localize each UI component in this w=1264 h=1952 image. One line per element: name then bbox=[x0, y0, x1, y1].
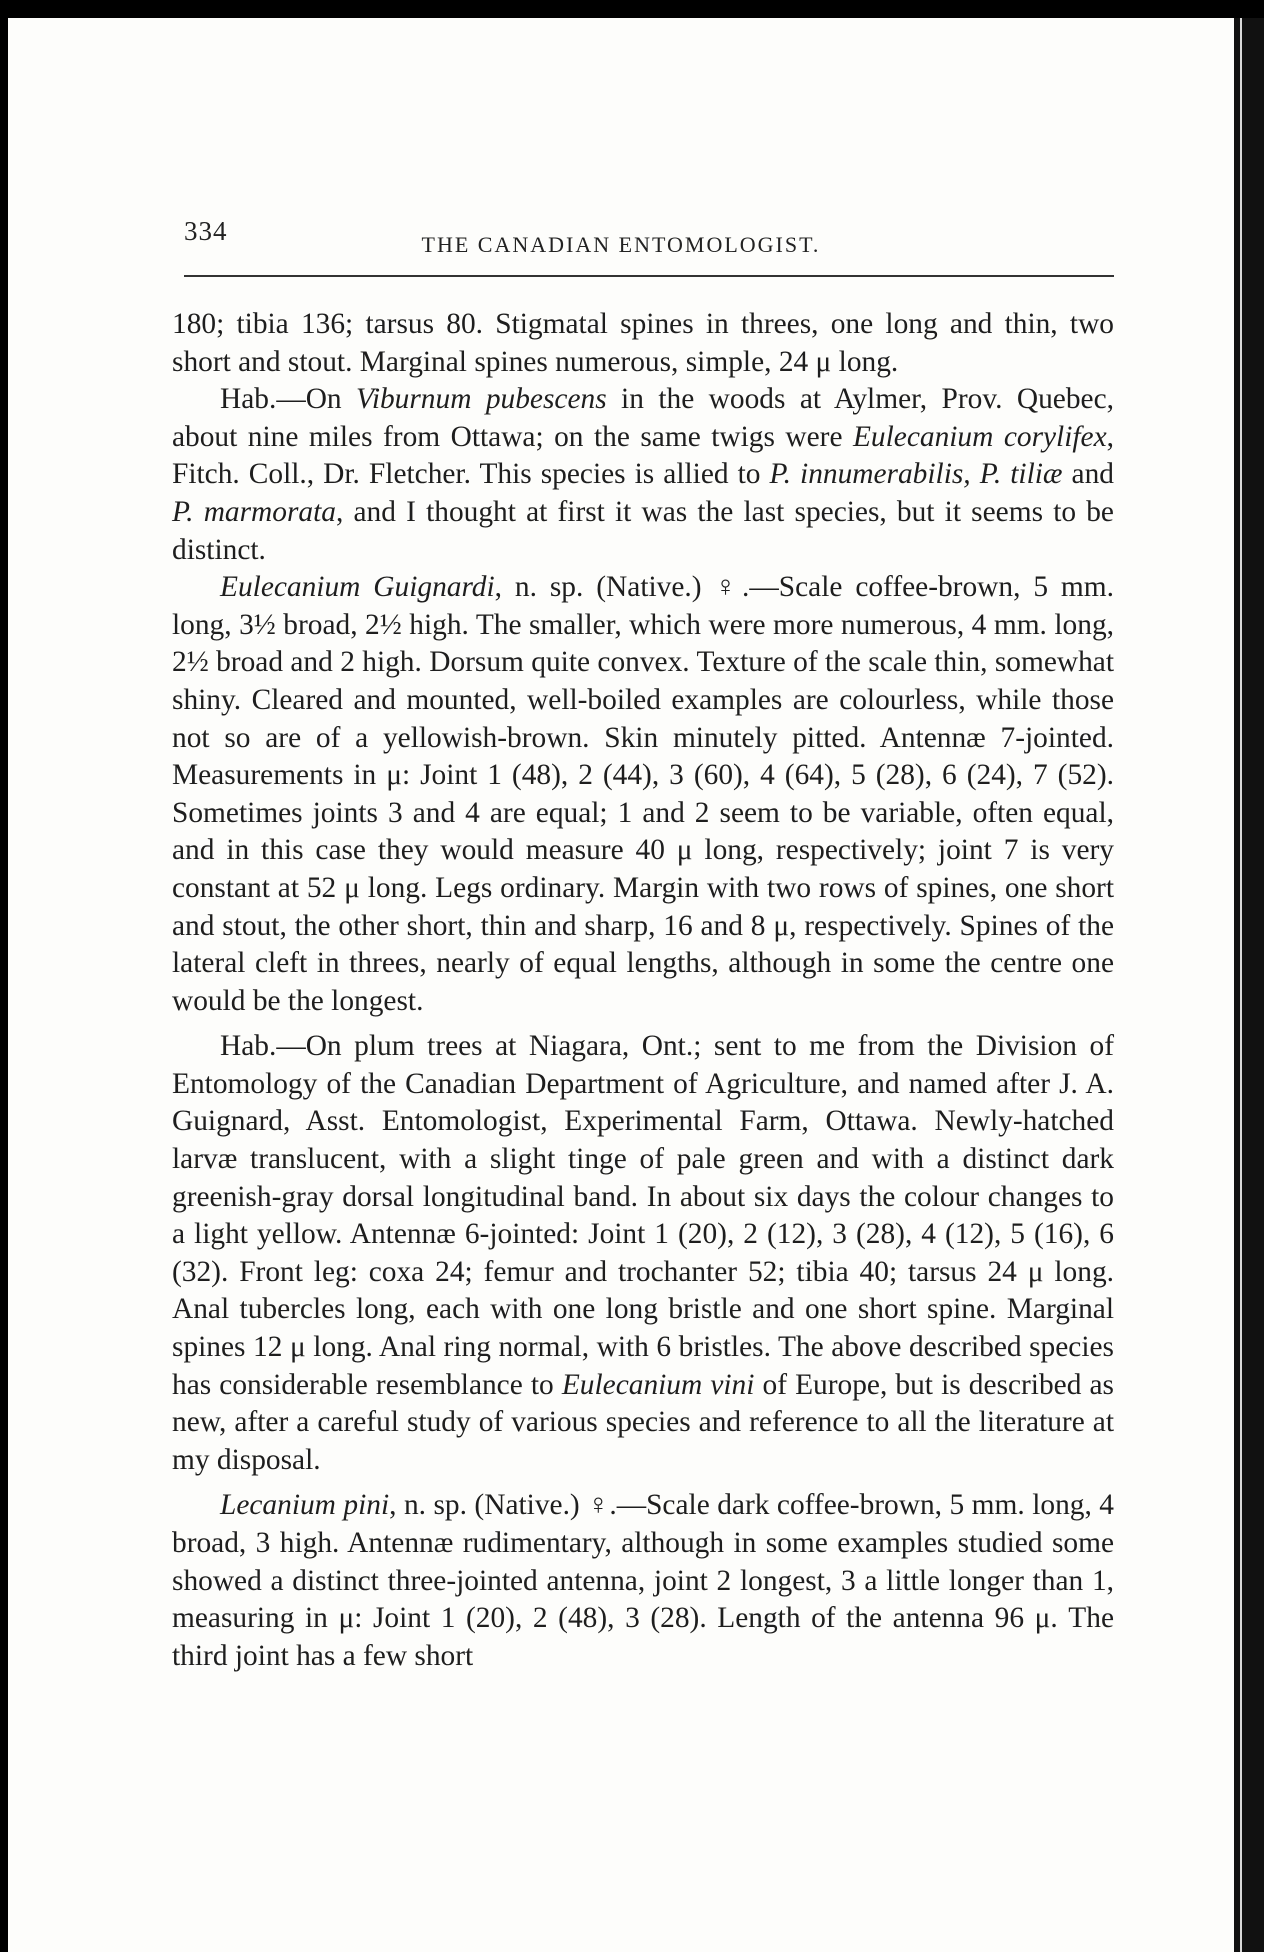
text-run: , and I thought at first it was the last species, but it seems to be distinct. bbox=[172, 495, 1114, 566]
paragraph bbox=[172, 306, 1114, 381]
italic-text: P. marmorata bbox=[172, 495, 336, 528]
paragraph bbox=[172, 381, 1114, 569]
text-run: , n. sp. (Native.) ♀.—Scale coffee-brown, 5 mm. long, 3½ broad, 2½ high. The smaller, which were more numerous, 4 mm. long, 2½ broad and 2 high. Dorsum quite convex. Texture of the scale thin, somewhat shiny. Cleared and mounted, well-boiled examples are colourless, while those not so are of a yellowish-brown. Skin minutely pitted. Antennæ 7-jointed. Measurements in μ: Joint 1 (48), 2 (44), 3 (60), 4 (64), 5 (28), 6 (24), 7 (52). Sometimes joints 3 and 4 are equal; 1 and 2 seem to be variable, often equal, and in this case they would measure 40 μ long, respectively; joint 7 is very constant at 52 μ long. Legs ordinary. Margin with two rows of spines, one short and stout, the other short, thin and sharp, 16 and 8 μ, respectively. Spines of the lateral cleft in threes, nearly of equal lengths, although in some the centre one would be the longest. bbox=[172, 571, 1114, 1017]
italic-text: P. innumerabilis, P. tiliæ bbox=[769, 458, 1063, 491]
italic-text: Viburnum pubescens bbox=[356, 383, 607, 416]
body-text bbox=[172, 306, 1114, 1675]
italic-text: Lecanium pini bbox=[220, 1489, 390, 1522]
header-rule bbox=[184, 275, 1114, 277]
text-run: Hab.—On plum trees at Niagara, Ont.; sent to me from the Division of Entomology of the Canadian Department of Agriculture, and named after J. A. Guignard, Asst. Entomologist, Experimental Farm, Ottawa. Newly-hatched larvæ translucent, with a slight tinge of pale green and with a distinct dark greenish-gray dorsal longitudinal band. In about six days the colour changes to a light yellow. Antennæ 6-jointed: Joint 1 (20), 2 (12), 3 (28), 4 (12), 5 (16), 6 (32). Front leg: coxa 24; femur and trochanter 52; tibia 40; tarsus 24 μ long. Anal tubercles long, each with one long bristle and one short spine. Marginal spines 12 μ long. Anal ring normal, with 6 bristles. The above described species has considerable resemblance to bbox=[172, 1030, 1114, 1401]
book-page bbox=[8, 18, 1234, 1952]
paragraph bbox=[172, 1487, 1114, 1675]
text-run: in the woods at Aylmer, Prov. Quebec, about nine miles from Ottawa; on the same twigs were bbox=[172, 383, 1114, 453]
text-run: Hab.—On bbox=[220, 383, 357, 416]
paragraph bbox=[172, 1028, 1114, 1479]
text-run: , n. sp. (Native.) ♀.—Scale dark coffee-brown, 5 mm. long, 4 broad, 3 high. Antennæ rudimentary, although in some examples studied some showed a distinct three-jointed antenna, joint 2 longest, 3 a little longer than 1, measuring in μ: Joint 1 (20), 2 (48), 3 (28). Length of the antenna 96 μ. The third joint has a few short bbox=[172, 1489, 1114, 1672]
running-head: THE CANADIAN ENTOMOLOGIST. bbox=[421, 232, 821, 257]
scan-right-border bbox=[1234, 18, 1264, 1952]
text-run: 180; tibia 136; tarsus 80. Stigmatal spines in threes, one long and thin, two short and stout. Marginal spines numerous, simple, 24 μ long. bbox=[172, 308, 1114, 378]
italic-text: Eulecanium vini bbox=[561, 1368, 755, 1401]
italic-text: Eulecanium corylifex bbox=[852, 420, 1107, 453]
text-run: of Europe, but is described as new, after a careful study of various species and reference to all the literature at my disposal. bbox=[172, 1368, 1114, 1476]
italic-text: Eulecanium Guignardi bbox=[220, 571, 495, 604]
page-number: 334 bbox=[184, 216, 228, 246]
page-gutter-edge bbox=[1240, 18, 1242, 1952]
text-run: , Fitch. Coll., Dr. Fletcher. This species is allied to bbox=[172, 420, 1114, 491]
paragraph bbox=[172, 569, 1114, 1020]
scan-top-border bbox=[0, 0, 1264, 18]
text-run: and bbox=[1062, 458, 1114, 491]
